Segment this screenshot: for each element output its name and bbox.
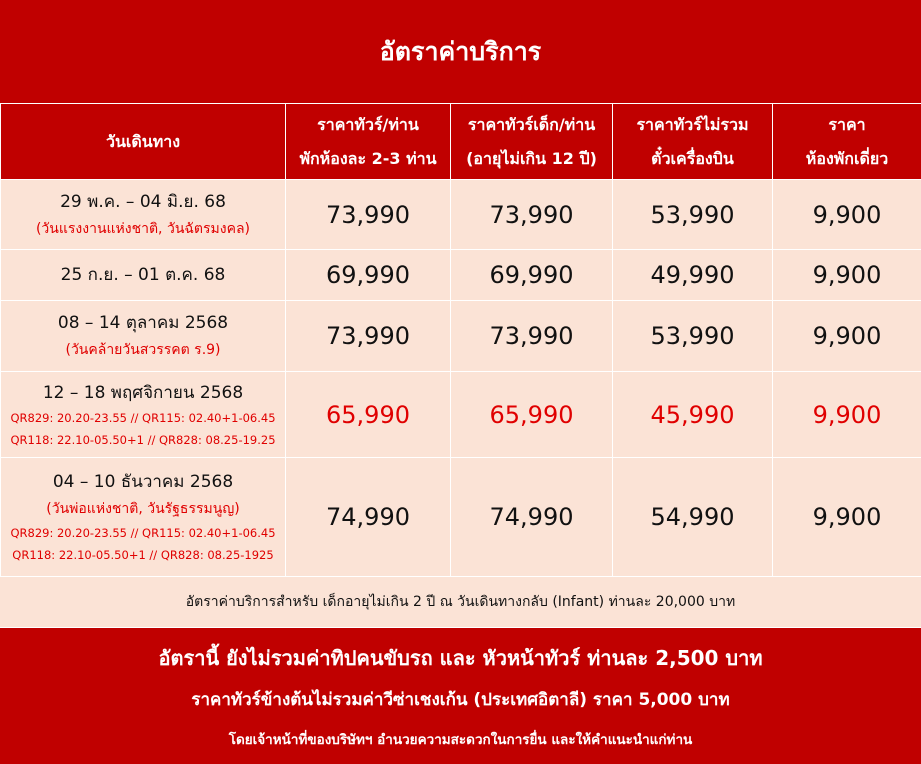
tip-note: อัตรานี้ ยังไม่รวมค่าทิปคนขับรถ และ หัวหน้าทัวร์ ท่านละ 2,500 บาท [158, 646, 763, 670]
flight-info: QR118: 22.10-05.50+1 // QR828: 08.25-19.25 [10, 432, 276, 447]
travel-date-cell: 25 ก.ย. – 01 ต.ค. 68 [1, 250, 286, 301]
adult-price: 69,990 [286, 250, 451, 301]
travel-date-cell: 04 – 10 ธันวาคม 2568 (วันพ่อแห่งชาติ, วันรัฐธรรมนูญ) QR829: 20.20-23.55 // QR115: 02.40+1-06.45 QR118: 22.10-05.50+1 // QR828: 08.25-1925 [1, 458, 286, 577]
single-room-price: 9,900 [773, 458, 921, 577]
no-ticket-price: 53,990 [613, 301, 773, 372]
rate-table [0, 103, 921, 577]
table-row [1, 301, 921, 372]
header-child-price: ราคาทัวร์เด็ก/ท่าน (อายุไม่เกิน 12 ปี) [451, 104, 613, 180]
flight-info: QR118: 22.10-05.50+1 // QR828: 08.25-1925 [12, 548, 274, 562]
table-row [1, 250, 921, 301]
travel-date-cell: 08 – 14 ตุลาคม 2568 (วันคล้ายวันสวรรคต ร.9) [1, 301, 286, 372]
travel-date-cell: 29 พ.ค. – 04 มิ.ย. 68 (วันแรงงานแห่งชาติ, วันฉัตรมงคล) [1, 180, 286, 250]
no-ticket-price: 53,990 [613, 180, 773, 250]
single-room-price: 9,900 [773, 180, 921, 250]
header-no-ticket-price: ราคาทัวร์ไม่รวม ตั๋วเครื่องบิน [613, 104, 773, 180]
adult-price: 74,990 [286, 458, 451, 577]
child-price: 73,990 [451, 180, 613, 250]
footer-notes [0, 628, 921, 764]
header-adult-price: ราคาทัวร์/ท่าน พักห้องละ 2-3 ท่าน [286, 104, 451, 180]
no-ticket-price: 54,990 [613, 458, 773, 577]
adult-price: 73,990 [286, 180, 451, 250]
table-row [1, 372, 921, 458]
page-title: อัตราค่าบริการ [0, 0, 921, 103]
child-price: 65,990 [451, 372, 613, 458]
single-room-price: 9,900 [773, 301, 921, 372]
flight-info: QR829: 20.20-23.55 // QR115: 02.40+1-06.45 [10, 526, 276, 540]
no-ticket-price: 45,990 [613, 372, 773, 458]
single-room-price: 9,900 [773, 250, 921, 301]
child-price: 73,990 [451, 301, 613, 372]
no-ticket-price: 49,990 [613, 250, 773, 301]
single-room-price: 9,900 [773, 372, 921, 458]
table-header-row [1, 104, 921, 180]
adult-price: 73,990 [286, 301, 451, 372]
travel-date-cell: 12 – 18 พฤศจิกายน 2568 QR829: 20.20-23.55 // QR115: 02.40+1-06.45 QR118: 22.10-05.50+1 // QR828: 08.25-19.25 [1, 372, 286, 458]
table-row [1, 458, 921, 577]
service-note: โดยเจ้าหน้าที่ของบริษัทฯ อำนวยความสะดวกในการยื่น และให้คำแนะนำแก่ท่าน [228, 732, 693, 748]
flight-info: QR829: 20.20-23.55 // QR115: 02.40+1-06.45 [10, 410, 276, 425]
infant-price-note: อัตราค่าบริการสำหรับ เด็กอายุไม่เกิน 2 ปี ณ วันเดินทางกลับ (Infant) ท่านละ 20,000 บาท [0, 577, 921, 627]
visa-note: ราคาทัวร์ข้างต้นไม่รวมค่าวีซ่าเชงเก้น (ประเทศอิตาลี) ราคา 5,000 บาท [191, 690, 730, 710]
header-travel-date: วันเดินทาง [1, 104, 286, 180]
child-price: 69,990 [451, 250, 613, 301]
child-price: 74,990 [451, 458, 613, 577]
adult-price: 65,990 [286, 372, 451, 458]
table-row [1, 180, 921, 250]
header-single-room: ราคา ห้องพักเดี่ยว [773, 104, 921, 180]
